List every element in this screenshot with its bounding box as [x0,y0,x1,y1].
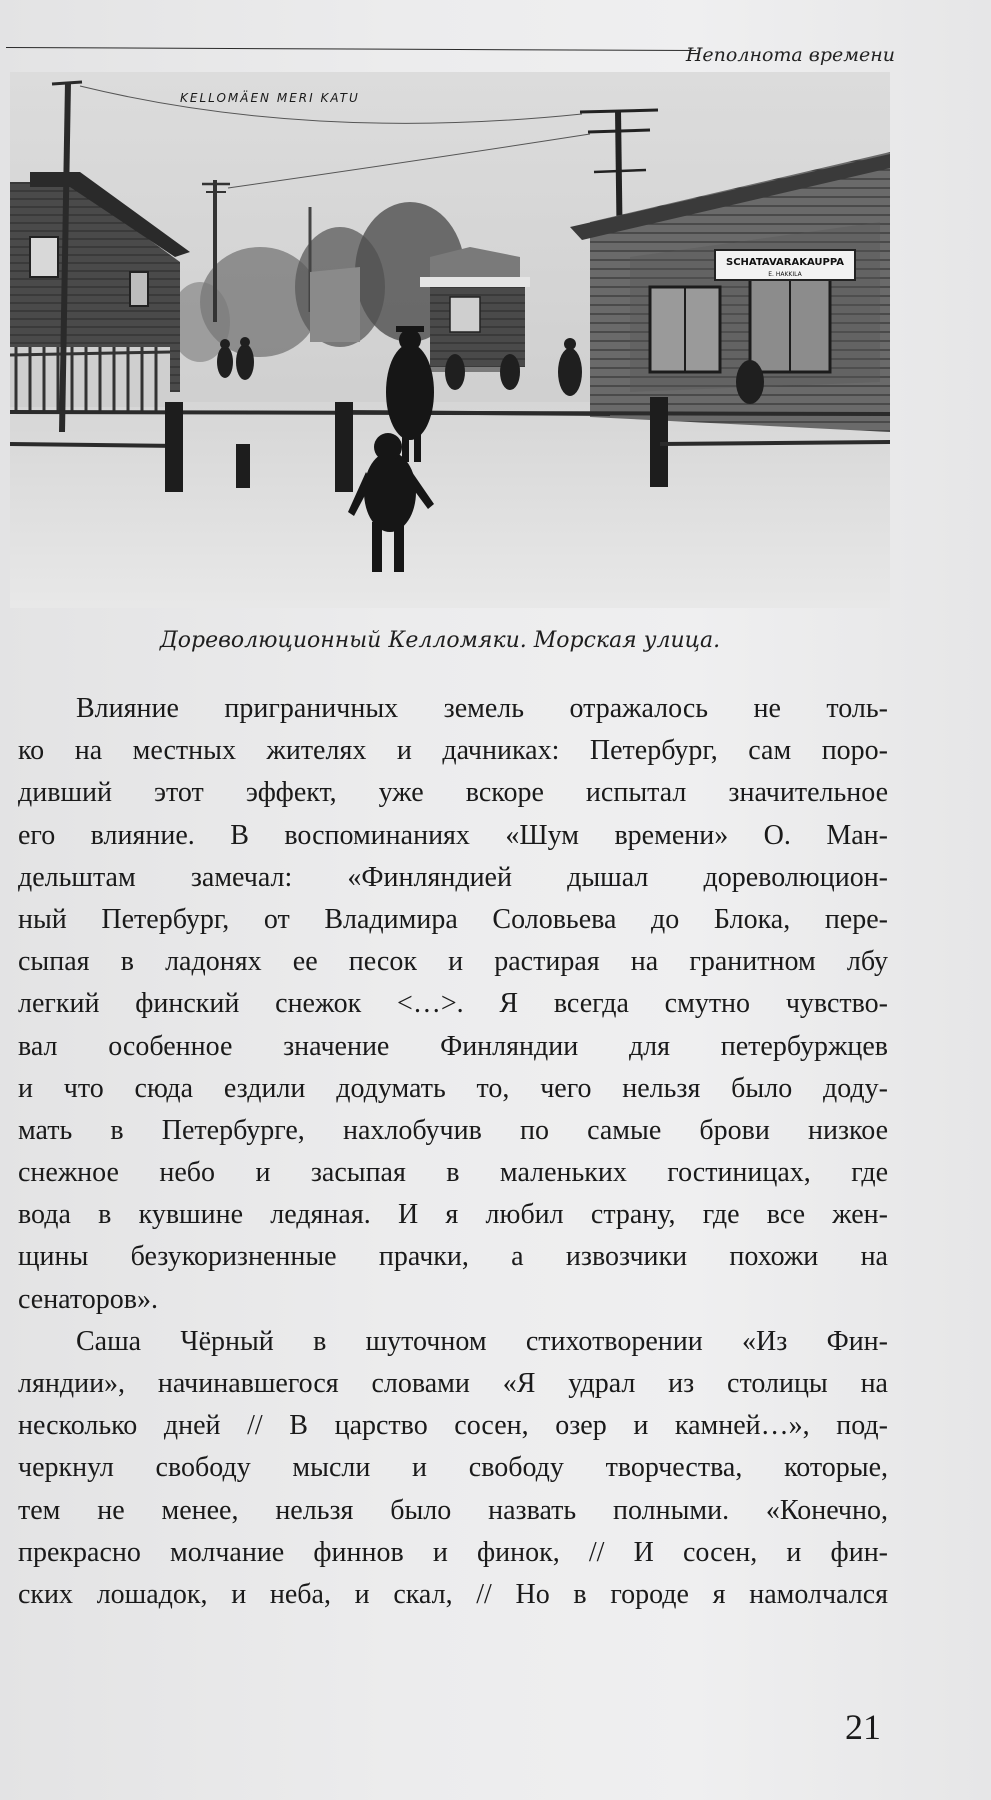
text-line: снежное небо и засыпая в маленьких гостиницах, где [18,1157,888,1189]
text-line: ляндии», начинавшегося словами «Я удрал из столицы на [18,1368,888,1399]
text-line: прекрасно молчание финнов и финок, // И сосен, и фин- [18,1536,888,1568]
text-line: черкнул свободу мысли и свободу творчества, которые, [18,1452,888,1484]
text-line: Влияние приграничных земель отражалось не толь- [76,693,888,724]
text-line: сыпая в ладонях ее песок и растирая на гранитном лбу [18,946,888,978]
text-line: тем не менее, нельзя было назвать полными. «Конечно, [18,1494,888,1526]
page-number: 21 [845,1707,881,1747]
text-line: сенаторов». [18,1283,158,1315]
photo-street-scene [10,72,890,608]
text-line: легкий финский снежок <…>. Я всегда смутно чувство- [18,988,888,1020]
photo-inscription: KELLOMÄEN MERI KATU [180,91,360,105]
text-line: ко на местных жителях и дачниках: Петербург, сам поро- [18,735,888,767]
text-line: дельштам замечал: «Финляндией дышал дореволюцион- [18,861,888,893]
text-line: его влияние. В воспоминаниях «Шум времени» О. Ман- [18,819,888,851]
body-text [18,688,888,1616]
figure-caption: Дореволюционный Келломяки. Морская улица. [159,628,721,653]
text-line: ный Петербург, от Владимира Соловьева до Блока, пере- [18,903,888,935]
header-rule [6,47,696,51]
text-line: вода в кувшине ледяная. И я любил страну, где все жен- [18,1199,888,1231]
text-line: щины безукоризненные прачки, а извозчики похожи на [18,1241,888,1273]
paragraph-1 [18,688,888,1321]
text-line: дивший этот эффект, уже вскоре испытал значительное [18,777,888,809]
text-line: и что сюда ездили додумать то, чего нельзя было доду- [18,1072,888,1104]
shop-sign-line1: SCHATAVARAKAUPPA [726,257,844,268]
text-line: несколько дней // В царство сосен, озер и камней…», под- [18,1410,888,1442]
shop-sign-line2: E. HAKKILA [768,271,802,278]
running-head: Неполнота времени [685,44,895,66]
text-line: ских лошадок, и неба, и скал, // Но в городе я намолчался [18,1578,888,1610]
text-line: вал особенное значение Финляндии для петербуржцев [18,1030,888,1062]
text-line: мать в Петербурге, нахлобучив по самые брови низкое [18,1114,888,1146]
text-line: Саша Чёрный в шуточном стихотворении «Из Фин- [76,1325,888,1357]
paragraph-2 [18,1321,888,1616]
historical-photo [10,72,890,608]
